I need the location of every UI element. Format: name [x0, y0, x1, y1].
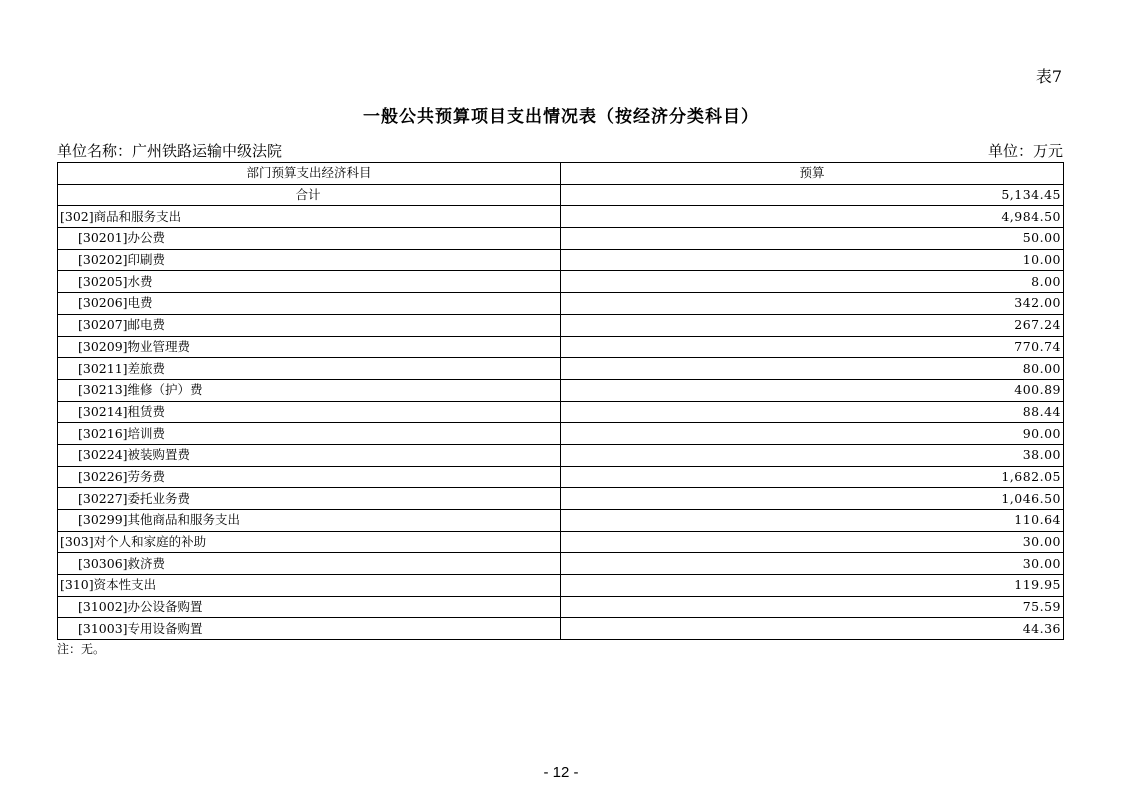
- row-subject: [30209]物业管理费: [58, 336, 561, 358]
- currency-unit: 单位：万元: [987, 142, 1063, 160]
- row-budget-value: 342.00: [561, 293, 1064, 315]
- table-row: [58, 444, 1064, 466]
- table-row: [58, 293, 1064, 315]
- row-subject: [30306]救济费: [58, 553, 561, 575]
- row-budget-value: 88.44: [561, 401, 1064, 423]
- table-row: [58, 249, 1064, 271]
- table-row: [58, 596, 1064, 618]
- table-row: [58, 401, 1064, 423]
- row-budget-value: 30.00: [561, 531, 1064, 553]
- row-budget-value: 44.36: [561, 618, 1064, 640]
- row-subject: [303]对个人和家庭的补助: [58, 531, 561, 553]
- row-subject: [30216]培训费: [58, 423, 561, 445]
- row-subject: [30211]差旅费: [58, 358, 561, 380]
- row-subject: [30207]邮电费: [58, 314, 561, 336]
- row-budget-value: 8.00: [561, 271, 1064, 293]
- table-row: [58, 423, 1064, 445]
- row-budget-value: 4,984.50: [561, 206, 1064, 228]
- table-body: [58, 184, 1064, 639]
- table-row: [58, 466, 1064, 488]
- page-title: 一般公共预算项目支出情况表（按经济分类科目）: [363, 107, 759, 127]
- row-subject: [30206]电费: [58, 293, 561, 315]
- row-subject: [30214]租赁费: [58, 401, 561, 423]
- row-budget-value: 75.59: [561, 596, 1064, 618]
- table-row: [58, 553, 1064, 575]
- row-subject: [30205]水费: [58, 271, 561, 293]
- row-budget-value: 50.00: [561, 228, 1064, 250]
- row-budget-value: 267.24: [561, 314, 1064, 336]
- row-budget-value: 119.95: [561, 575, 1064, 597]
- row-subject: [30202]印刷费: [58, 249, 561, 271]
- table-row: [58, 488, 1064, 510]
- budget-table: [57, 162, 1064, 640]
- table-row: [58, 228, 1064, 250]
- table-row: [58, 618, 1064, 640]
- unit-name: 单位名称：广州铁路运输中级法院: [57, 142, 283, 160]
- row-subject: [30299]其他商品和服务支出: [58, 510, 561, 532]
- row-budget-value: 400.89: [561, 379, 1064, 401]
- row-subject: [30227]委托业务费: [58, 488, 561, 510]
- row-subject: [310]资本性支出: [58, 575, 561, 597]
- row-budget-value: 80.00: [561, 358, 1064, 380]
- table-header-row: [58, 163, 1064, 185]
- row-budget-value: 110.64: [561, 510, 1064, 532]
- header-subject: 部门预算支出经济科目: [58, 163, 561, 185]
- row-subject: [31003]专用设备购置: [58, 618, 561, 640]
- table-row: [58, 379, 1064, 401]
- row-budget-value: 10.00: [561, 249, 1064, 271]
- table-row: [58, 314, 1064, 336]
- footnote: 注：无。: [57, 642, 106, 656]
- table-row: [58, 336, 1064, 358]
- table-row: [58, 575, 1064, 597]
- row-subject: [30226]劳务费: [58, 466, 561, 488]
- page-number: - 12 -: [543, 764, 579, 781]
- row-subject: [302]商品和服务支出: [58, 206, 561, 228]
- row-budget-value: 30.00: [561, 553, 1064, 575]
- row-subject: [31002]办公设备购置: [58, 596, 561, 618]
- unit-line: [57, 140, 1063, 161]
- row-budget-value: 5,134.45: [561, 184, 1064, 206]
- row-budget-value: 1,682.05: [561, 466, 1064, 488]
- table-row: [58, 184, 1064, 206]
- row-budget-value: 770.74: [561, 336, 1064, 358]
- table-row: [58, 510, 1064, 532]
- row-subject: 合计: [58, 184, 561, 206]
- table-row: [58, 358, 1064, 380]
- table-row: [58, 206, 1064, 228]
- table-row: [58, 271, 1064, 293]
- row-subject: [30224]被装购置费: [58, 444, 561, 466]
- row-subject: [30213]维修（护）费: [58, 379, 561, 401]
- row-budget-value: 38.00: [561, 444, 1064, 466]
- row-subject: [30201]办公费: [58, 228, 561, 250]
- table-row: [58, 531, 1064, 553]
- header-budget: 预算: [561, 163, 1064, 185]
- table-number: 表7: [1035, 67, 1062, 86]
- row-budget-value: 90.00: [561, 423, 1064, 445]
- row-budget-value: 1,046.50: [561, 488, 1064, 510]
